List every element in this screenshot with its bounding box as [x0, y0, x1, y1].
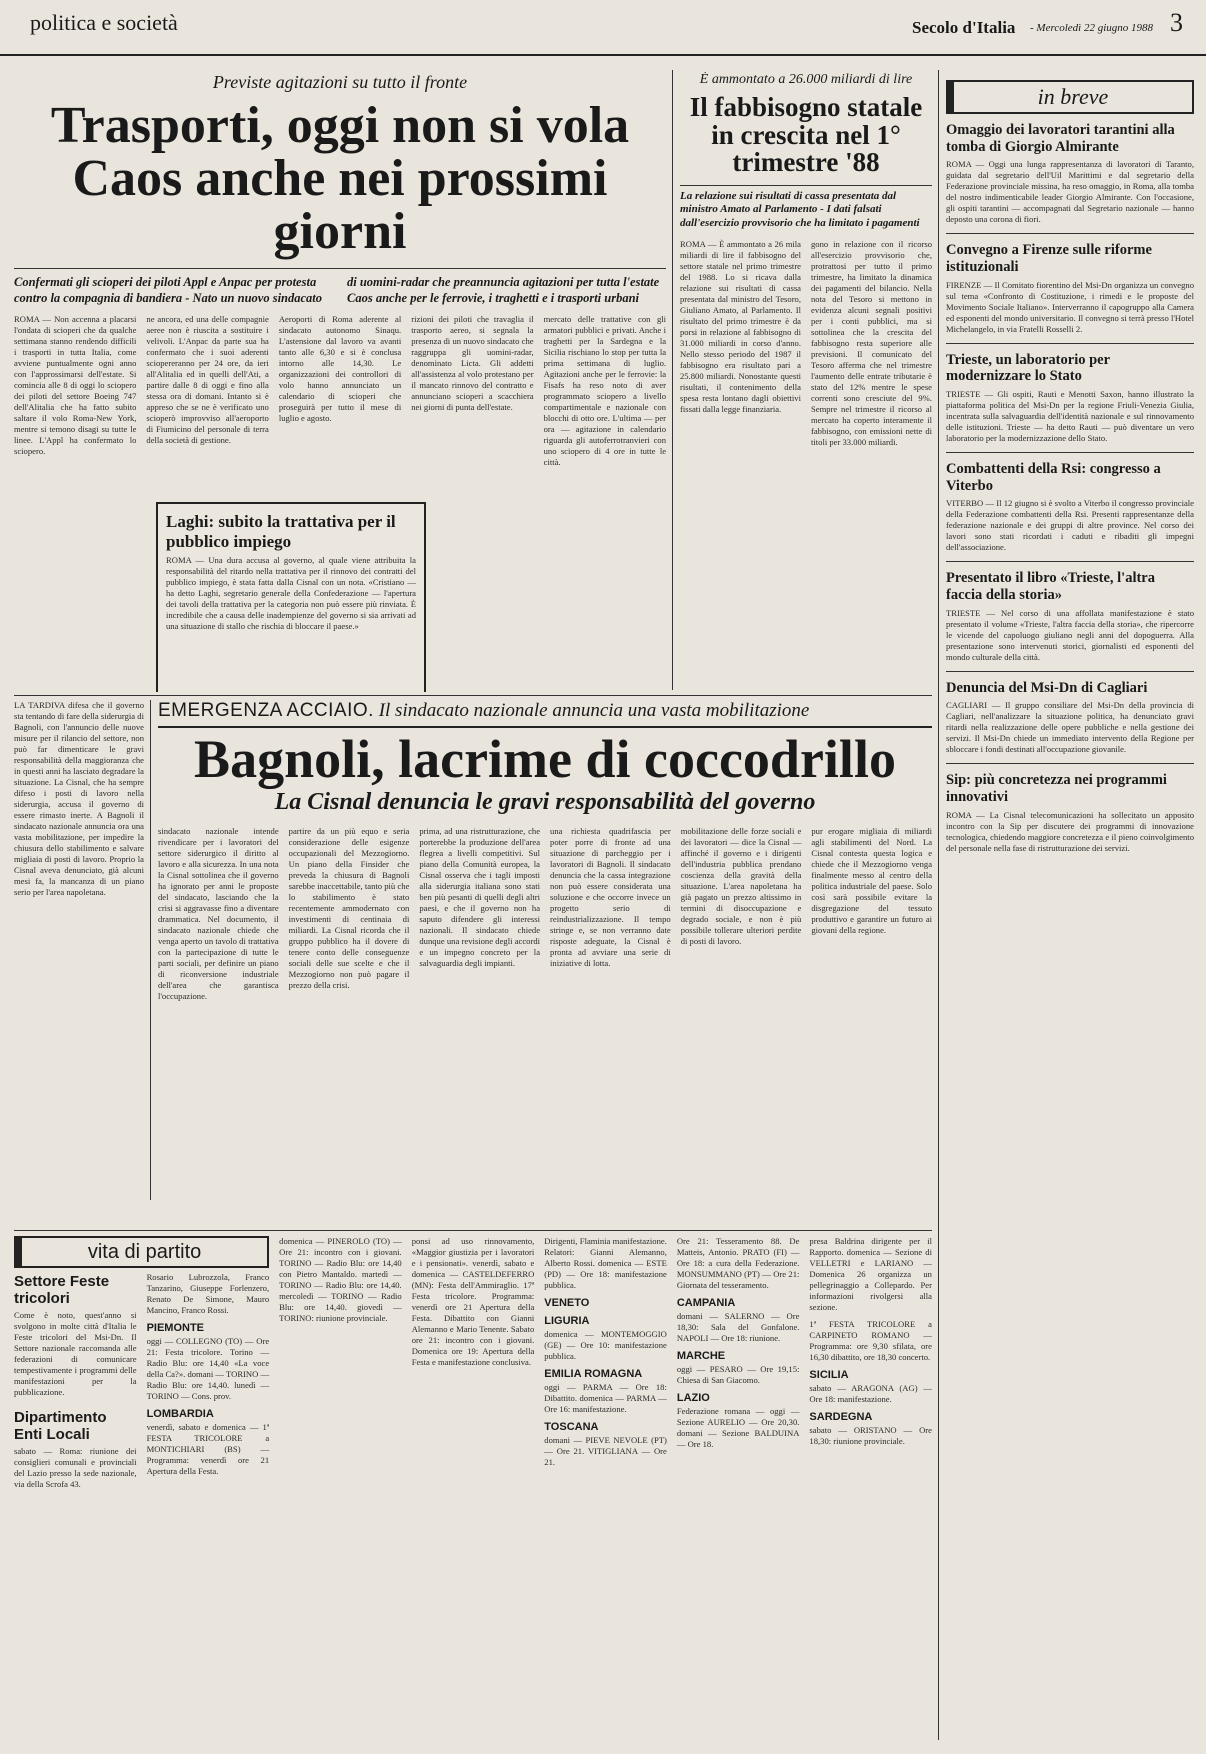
brief-title: Omaggio dei lavoratori tarantini alla tomba di Giorgio Almirante	[946, 122, 1175, 155]
vita-lazio-text: Federazione romana — oggi — Sezione AURELIO — Ore 20,30. domani — Sezione BALDUINA — Ore 18.	[676, 1406, 800, 1449]
fabbisogno-col-1: ROMA — È ammontato a 26 mila miliardi di lire il fabbisogno del settore statale nel primo trimestre del 1988. Lo si ricava dalla relazione sui risultati di cassa presentata dal ministro del Tesoro, Giuliano Amato, al Parlamento. Il risultato del primo trimestre è da porsi in relazione al fabbisogno di 31.000 miliardi in corso d'anno. Nello stesso periodo del 1987 il fabbisogno era risultato pari a 25.800 miliardi. Nonostante questi risultati, il contenimento della spesa resta lontano dagli obiettivi fissati dalla legge finanziaria.	[680, 238, 801, 414]
transport-kicker: Previste agitazioni su tutto il fronte	[212, 72, 468, 92]
laghi-text: ROMA — Una dura accusa al governo, al quale viene attribuita la responsabilità del ritardo nella trattativa per il rinnovo dei contratti del pubblico impiego, è stata fatta dalla Cisnal con un nota. «Cristiano — ha detto Laghi, segretario generale della Confederazione — l'apertura dei tavoli della trattativa per la categoria non può essere più rinviata. È incredibile che a causa delle inadempienze del governo si sia arrivati ad una situazione di stallo che rischia di bloccare il paese.»	[166, 555, 416, 632]
brief-item	[946, 763, 1194, 853]
brief-title: Trieste, un laboratorio per modernizzare lo Stato	[946, 351, 1110, 385]
column-rule	[672, 70, 673, 690]
transport-col-1: ROMA — Non accenna a placarsi l'ondata di scioperi che da qualche settimana stanno rendendo difficili i trasporti in tutta Italia, come avviene puntualmente ogni anno con l'approssimarsi dell'estate. Si comincia alle 8 di oggi lo sciopero dei piloti del settore Boeing 747 dell'Alitalia che ha fatto subito saltare il volo Roma-New York, mentre si temono disagi su tutte le linee. L'Appl ha confermato lo sciopero.	[14, 314, 137, 457]
page-number: 3	[1170, 8, 1183, 37]
fabbisogno-headline: Il fabbisogno statale in crescita nel 1° trimestre '88	[689, 92, 923, 178]
vita-title: vita di partito	[87, 1241, 202, 1263]
vita-campania-text: domani — SALERNO — Ore 18,30: Sala del Gonfalone. NAPOLI — Ore 18: riunione.	[676, 1311, 800, 1343]
vita-col-7-text-2: 1ª FESTA TRICOLORE a CARPINETO ROMANO — Programma: ore 9,30 sfilata, ore 16,30 dibattito, ore 18,30 concerto.	[809, 1319, 932, 1362]
vita-col-4	[412, 1236, 535, 1746]
briefs-title-box	[946, 80, 1194, 114]
brief-text: ROMA — La Cisnal telecomunicazioni ha sollecitato un apposito incontro con la Sip per discutere dei programmi di innovazione tecnologica, chiedendo maggiore concretezza e il pieno coinvolgimento del personale nella fase di ristrutturazione dei servizi.	[946, 809, 1194, 853]
transport-headline-1: Trasporti, oggi non si vola	[50, 97, 630, 154]
bagnoli-sidebar-text: LA TARDIVA difesa che il governo sta tentando di fare della siderurgia di Bagnoli, con l'annuncio delle nuove misure per il rilancio del settore, non può far dimenticare le gravi responsabilità della maggioranza che in questi anni ha lasciato degradare la situazione. La Cisnal, che ha sempre difeso i posti di lavoro nella siderurgia, accusa il governo di essere rimasto inerte. A Bagnoli il sindacato nazionale annuncia ora una vasta mobilitazione, per impedire la chiusura dello stabilimento e salvare migliaia di posti di lavoro. Proprio la Cisnal aveva denunciato, già alcuni mesi fa, la mancanza di un piano serio per l'area napoletana.	[14, 700, 144, 897]
briefs-list	[946, 122, 1194, 854]
vita-region-liguria: LIGURIA	[544, 1315, 590, 1327]
transport-headline-2: Caos anche nei prossimi giorni	[72, 150, 608, 261]
transport-col-4: rizioni dei piloti che travaglia il trasporto aereo, si segnala la presenza di un nuovo sindacato che raggruppa gli uomini-radar, denominato Licta. Gli addetti all'assistenza al volo protestano per il mancato rinnovo del contratto e annunciano scioperi a scacchiera nei giorni di punta dell'estate.	[411, 314, 534, 413]
vita-emilia-text: oggi — PARMA — Ore 18: Dibattito. domenica — PARMA — Ore 16: manifestazione.	[544, 1382, 667, 1414]
fabbisogno-deck: La relazione sui risultati di cassa presentata dal ministro Amato al Parlamento - I dati falsati dall'esercizio provvisorio che ha limitato i pagamenti	[680, 185, 932, 231]
column-rule	[150, 700, 151, 1200]
column-rule	[938, 70, 939, 1740]
transport-deck-right: di uomini-radar che preannuncia agitazioni per tutta l'estate Caos anche per le ferrovie, i traghetti e i trasporti urbani	[347, 275, 660, 305]
bagnoli-col-2: partire da un più equo e seria considerazione delle esigenze occupazionali del Mezzogiorno. Un piano della Finsider che preveda la chiusura di Bagnoli sarebbe inaccettabile, tanto più che lo stabilimento è stato recentemente ammodernato con investimenti di centinaia di miliardi. La Cisnal ricorda che il gruppo pubblico ha il dovere di tenere conto delle conseguenze sociali delle sue scelte e che il Mezzogiorno non può pagare il prezzo della crisi.	[288, 826, 410, 991]
bagnoli-col-3: prima, ad una ristrutturazione, che porterebbe la produzione dell'area flegrea a livelli competitivi. Sul piano della Comunità europea, la Cisnal osserva che i tagli imposti alla siderurgia italiana sono stati ben più pesanti di quelli degli altri paesi, e che il governo non ha saputo difendere gli interessi nazionali. Il sindacato chiede dunque una revisione degli accordi e un impegno concreto per la salvaguardia degli impianti.	[419, 826, 541, 969]
brief-item	[946, 233, 1194, 334]
vita-region-toscana: TOSCANA	[544, 1421, 599, 1433]
vita-feste-title: Settore Feste tricolori	[14, 1273, 110, 1307]
bagnoli-kicker-text: Il sindacato nazionale annuncia una vasta mobilitazione	[378, 700, 810, 721]
laghi-title: Laghi: subito la trattativa per il pubblico impiego	[166, 512, 396, 551]
brief-text: TRIESTE — Nel corso di una affollata manifestazione è stato presentato il volume «Trieste, l'altra faccia della storia», che ripercorre le vicende del capoluogo giuliano negli anni del dopoguerra. Alla presentazione sono intervenuti storici, giornalisti ed esponenti del mondo culturale della città.	[946, 607, 1194, 662]
bagnoli-sidebar	[14, 700, 144, 1200]
laghi-box	[156, 502, 426, 692]
brief-title: Convegno a Firenze sulle riforme istituzionali	[946, 242, 1152, 276]
vita-lombardia-text: venerdì, sabato e domenica — 1ª FESTA TRICOLORE a MONTICHIARI (BS) — Programma: venerdì ore 21 Apertura della Festa.	[146, 1422, 270, 1476]
issue-date: - Mercoledì 22 giugno 1988	[1030, 22, 1154, 34]
vita-col-4-text: ponsi ad uso rinnovamento, «Maggior giustizia per i lavoratori e i pensionati». venerdì, sabato e domenica — CASTELDEFERRO (MN): Festa dell'Ammiraglio. 17ª Festa tricolore. Programma: venerdì ore 21 Apertura della Festa. Dibattito con Gianni Alemanno e Mario Tenente. Sabato ore 21: incontro con i giovani. Domenica ore 19: Apertura della Festa e manifestazione conclusiva.	[411, 1236, 535, 1367]
fabbisogno-article	[680, 72, 932, 692]
vita-enti-text: sabato — Roma: riunione dei consiglieri comunali e provinciali del Lazio presso la sede nazionale, via della Scrofa 43.	[14, 1446, 137, 1489]
brief-text: ROMA — Oggi una lunga rappresentanza di lavoratori di Taranto, guidata dal segretario dell'Uil Marittimi e dal segretario della Federazione provinciale missina, ha reso omaggio, in Roma, alla tomba del nostro indimenticabile leader Giorgio Almirante. Con l'occasione, gli ospiti tarantini — accompagnati dal Segretario nazionale — hanno deposto una corona di fiori.	[946, 159, 1194, 225]
vita-piemonte-text: oggi — COLLEGNO (TO) — Ore 21: Festa tricolore. Torino — Radio Blu: ore 14,40 «La voce della Ca?». domani — TORINO — Radio Blu: ore 14,40. lunedì — TORINO — Cons. prov.	[146, 1336, 270, 1401]
vita-feste-text: Come è noto, quest'anno si svolgono in molte città d'Italia le Feste tricolori del Msi-Dn. Il Settore nazionale raccomanda alle federazioni di comunicare tempestivamente i programmi delle manifestazioni per la pubblicazione.	[14, 1310, 137, 1397]
vita-region-sicilia: SICILIA	[809, 1369, 849, 1381]
brief-title: Presentato il libro «Trieste, l'altra faccia della storia»	[946, 570, 1155, 604]
vita-sicilia-text: sabato — ARAGONA (AG) — Ore 18: manifestazione.	[809, 1383, 932, 1404]
vita-col-5	[544, 1236, 667, 1746]
vita-region-campania: CAMPANIA	[676, 1297, 736, 1309]
vita-col-6-text: Ore 21: Tesseramento 88. De Matteis, Antonio. PRATO (FI) — Ore 18: a cura della Federazione. MONSUMMANO (PT) — Ore 21: Giornata del tesseramento.	[676, 1236, 800, 1290]
brief-item	[946, 343, 1194, 444]
vita-region-veneto: VENETO	[544, 1297, 590, 1309]
bagnoli-article	[158, 700, 932, 1200]
vita-col-3-text: domenica — PINEROLO (TO) — Ore 21: incontro con i giovani. TORINO — Radio Blu: ore 14,40 con Pietro Mantaldo. martedì — TORINO — Radio Blu: ore 14,40. mercoledì — TORINO — Radio Blu: ore 14,40. giovedì — TORINO: riunione provinciale.	[279, 1236, 402, 1323]
transport-col-2: ne ancora, ed una delle compagnie aeree non è riuscita a sostituire i velivoli. L'Anpac da parte sua ha confermato che i suoi aderenti sciopereranno per 24 ore, da ieri all'Alitalia ed in quelli dell'Ati, a partire dalle 8 di oggi e fino alla stessa ora di domani. Intanto si è appreso che se ne è verificato uno scioperò improvviso all'aeroporto di Fiumicino del personale di terra della società di gestione.	[146, 314, 269, 446]
bagnoli-headline: Bagnoli, lacrime di coccodrillo	[158, 726, 932, 787]
bagnoli-kicker	[158, 700, 932, 726]
section-rule	[14, 1230, 932, 1231]
vita-sardegna-text: sabato — ORISTANO — Ore 18,30: riunione provinciale.	[809, 1425, 932, 1446]
bagnoli-col-6: pur erogare migliaia di miliardi agli stabilimenti del Nord. La Cisnal contesta questa logica e chiede che il Mezzogiorno venga finalmente messo al centro della politica industriale del paese. Solo così sarà possibile evitare la disgregazione del tessuto produttivo e garantire un futuro ai giovani della regione.	[811, 826, 932, 936]
vita-marche-text: oggi — PESARO — Ore 19,15: Chiesa di San Giacomo.	[676, 1364, 800, 1385]
vita-col-2	[147, 1236, 270, 1746]
vita-enti-title: Dipartimento Enti Locali	[14, 1409, 107, 1443]
brief-title: Sip: più concretezza nei programmi innovativi	[946, 772, 1167, 806]
vita-di-partito	[14, 1236, 932, 1746]
vita-region-lombardia: LOMBARDIA	[146, 1408, 214, 1420]
briefs-title: in breve	[1037, 84, 1109, 109]
brief-title: Combattenti della Rsi: congresso a Viterbo	[946, 461, 1161, 494]
vita-col-3	[279, 1236, 402, 1746]
transport-article	[14, 72, 666, 692]
section-rule	[14, 695, 932, 696]
brief-text: VITERBO — Il 12 giugno si è svolto a Viterbo il congresso provinciale della Federazione combattenti della Rsi. Presenti rappresentanze della federazione nazionale e dei gruppi di altre province. Nel corso dei lavori sono stati ricordati i caduti e ribaditi gli impegni dell'associazione.	[946, 498, 1194, 553]
vita-region-emilia: EMILIA ROMAGNA	[544, 1368, 643, 1380]
brief-title: Denuncia del Msi-Dn di Cagliari	[946, 679, 1148, 696]
vita-col-2-text: Rosario Lubrozzola, Franco Tanzarino, Giuseppe Forlenzero, Renato De Simone, Mauro Mancino, Franco Rossi.	[146, 1272, 270, 1315]
fabbisogno-kicker: È ammontato a 26.000 miliardi di lire	[699, 72, 913, 87]
brief-text: CAGLIARI — Il gruppo consiliare del Msi-Dn della provincia di Cagliari, nell'analizzare la situazione politica, ha denunciato gravi ritardi nella realizzazione delle opere pubbliche e nella gestione dei servizi. Il Msi-Dn chiede un immediato intervento della Regione per sbloccare i fondi destinati all'occupazione giovanile.	[946, 700, 1194, 755]
vita-region-marche: MARCHE	[676, 1350, 726, 1362]
vita-liguria-text: domenica — MONTEMOGGIO (GE) — Ore 10: manifestazione pubblica.	[544, 1329, 667, 1361]
bagnoli-col-5: mobilitazione delle forze sociali e dei lavoratori — dice la Cisnal — affinché il governo e i dirigenti dell'industria pubblica prendano coscienza della gravità della situazione. L'area napoletana ha già pagato un prezzo altissimo in termini di disoccupazione e degrado sociale, e non è più possibile tollerare ulteriori perdite di posti di lavoro.	[680, 826, 802, 947]
vita-region-piemonte: PIEMONTE	[146, 1322, 205, 1334]
transport-col-5: mercato delle trattative con gli armatori pubblici e privati. Anche i traghetti per la Sardegna e la Sicilia rischiano lo stop per tutta la prima settimana di luglio. Agitazioni anche per le ferrovie: la Fisafs ha reso noto di aver programmato sciopero a livello compartimentale e nazionale con blocchi di otto ore. L'ultima — per ora — agitazione in calendario riguarda gli autoferrotranvieri con uno sciopero di 4 ore in tutte le città.	[543, 314, 666, 468]
bagnoli-kicker-label: EMERGENZA ACCIAIO.	[158, 700, 374, 721]
bagnoli-col-4: una richiesta quadrifascia per poter porre di fronte ad una situazione di parcheggio per i lavoratori di Bagnoli. Il sindacato denuncia che la cassa integrazione non può essere considerata una soluzione e che occorre invece un progetto serio di reindustrializzazione. Il tempo stringe e, se non verranno date risposte adeguate, la Cisnal è pronta ad avviare una serie di iniziative di lotta.	[550, 826, 671, 969]
vita-col-7-text: presa Baldrina dirigente per il Rapporto. domenica — Sezione di VELLETRI e LARIANO — Domenica 26 organizza un pellegrinaggio a Collepardo. Per informazioni rivolgersi alla sezione.	[809, 1236, 932, 1312]
vita-col-5-text: Dirigenti, Flaminia manifestazione. Relatori: Gianni Alemanno, Alberto Rossi. domenica — ESTE (PD) — Ore 18: manifestazione pubblica.	[544, 1236, 667, 1290]
transport-col-3: Aeroporti di Roma aderente al sindacato autonomo Sinaqu. L'astensione dal lavoro va avanti tanto alle 6,30 e si è conclusa intorno alle 14,30. Le organizzazioni dei controllori di volo hanno annunciato un calendario di scioperi che proseguirà per tutto il mese di luglio e agosto.	[278, 314, 402, 424]
brief-item	[946, 671, 1194, 756]
fabbisogno-col-2: gono in relazione con il ricorso all'esercizio provvisorio che, protrattosi per tutto il primo trimestre, ha limitato la dinamica dei pagamenti del bilancio. Nella nota del Tesoro si mettono in evidenza alcuni segnali positivi per i conti pubblici, ma si sottolinea che la crescita del fabbisogno resta superiore alle previsioni. Il comunicato del Tesoro afferma che nel trimestre l'aumento delle entrate tributarie è stato del 12% mentre le spese correnti sono cresciute del 9%. Sempre nel trimestre il ricorso al mercato ha coperto interamente il fabbisogno, con emissioni nette di titoli per 33.000 miliardi.	[811, 238, 932, 447]
bagnoli-subhead: La Cisnal denuncia le gravi responsabilità del governo	[274, 789, 816, 816]
vita-col-7	[809, 1236, 932, 1746]
brief-item	[946, 122, 1194, 225]
brief-item	[946, 561, 1194, 662]
brief-text: TRIESTE — Gli ospiti, Rauti e Menotti Saxon, hanno illustrato la piattaforma politica del Msi-Dn per la regione Friuli-Venezia Giulia, incentrata sulla salvaguardia dell'identità nazionale e sul rinnovamento delle istituzioni. Trieste — ha detto Rauti — può diventare un vero laboratorio per la modernizzazione dello Stato.	[946, 389, 1194, 444]
vita-region-lazio: LAZIO	[676, 1392, 710, 1404]
vita-region-sardegna: SARDEGNA	[809, 1411, 873, 1423]
brief-item	[946, 452, 1194, 553]
vita-toscana-text: domani — PIEVE NEVOLE (PT) — Ore 21. VITIGLIANA — Ore 21.	[544, 1435, 667, 1467]
section-title: politica e società	[30, 10, 178, 35]
transport-deck-left: Confermati gli scioperi dei piloti Appl e Anpac per protesta contro la compagnia di bandiera - Nato un nuovo sindacato	[14, 275, 323, 305]
page-header	[0, 0, 1206, 56]
briefs-column	[946, 80, 1194, 1740]
newspaper-name: Secolo d'Italia	[912, 18, 1016, 37]
bagnoli-col-1: sindacato nazionale intende rivendicare per i lavoratori del settore siderurgico il diritto al lavoro e alla sicurezza. In una nota la Cisnal sottolinea che il governo ha ignorato per anni le proposte del sindacato, lasciando che la crisi si aggravasse fino a diventare drammatica. Nel documento, il sindacato nazionale chiede che venga aperto un tavolo di trattativa con la partecipazione di tutte le parti sociali, per definire un piano di riconversione industriale dell'area che garantisca l'occupazione.	[158, 826, 279, 1002]
brief-text: FIRENZE — Il Comitato fiorentino del Msi-Dn organizza un convegno sul tema «Confronto di Costituzione, i rimedi e le proposte del Movimento Sociale Italiano». Interverranno il capogruppo alla Camera ed esponenti del mondo universitario. Il convegno si terrà presso l'Hotel Michelangelo, in via Fratelli Rosselli 2.	[946, 279, 1194, 334]
vita-col-6	[677, 1236, 800, 1746]
